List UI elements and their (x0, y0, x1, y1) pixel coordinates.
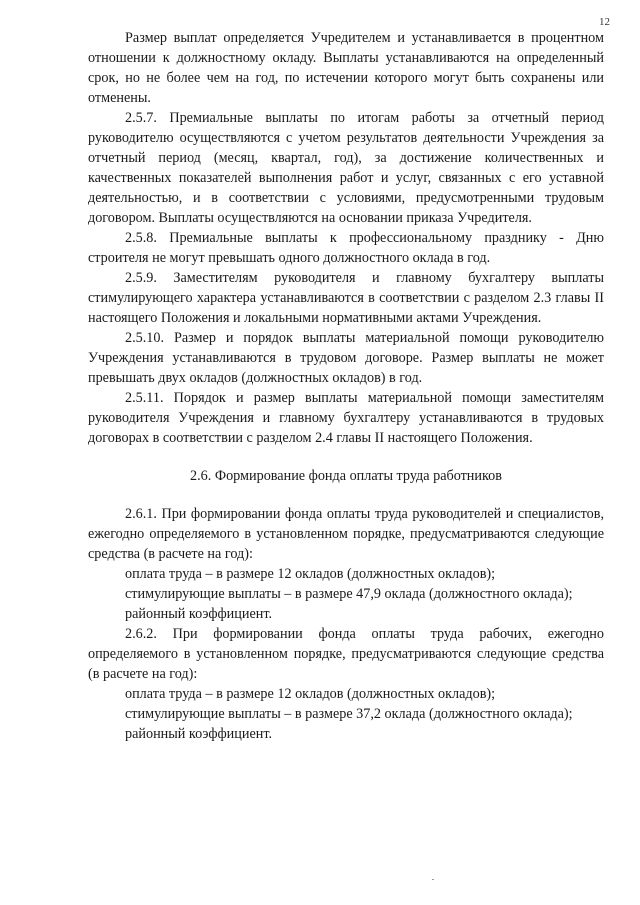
paragraph-2-5-9: 2.5.9. Заместителям руководителя и главному бухгалтеру выплаты стимулирующего характера устанавливаются в соответствии с разделом 2.3 главы II настоящего Положения и локальными нормативными актами Учреждения. (88, 270, 604, 326)
paragraph-2-5-7: 2.5.7. Премиальные выплаты по итогам работы за отчетный период руководителю осуществляются с учетом результатов деятельности Учреждения за отчетный период (месяц, квартал, год), за достижение количественных и качественных показателей выполнения работ и услуг, связанных с его уставной деятельностью, и в соответствии с условиями, предусмотренными трудовым договором. Выплаты осуществляются на основании приказа Учредителя. (88, 110, 604, 226)
list-item: оплата труда – в размере 12 окладов (должностных окладов); (125, 566, 496, 582)
list-item: стимулирующие выплаты – в размере 37,2 оклада (должностного оклада); (125, 706, 573, 722)
scan-speck (432, 879, 434, 880)
paragraph-2-6-2: 2.6.2. При формировании фонда оплаты труда рабочих, ежегодно определяемого в установленном порядке, предусматриваются следующие средства (в расчете на год): (88, 626, 604, 682)
document-body (88, 28, 604, 744)
list-item: районный коэффициент. (125, 606, 273, 622)
section-heading: 2.6. Формирование фонда оплаты труда работников (190, 468, 502, 484)
list-item: районный коэффициент. (125, 726, 273, 742)
paragraph-payment-size: Размер выплат определяется Учредителем и устанавливается в процентном отношении к должностному окладу. Выплаты устанавливаются на определенный срок, но не более чем на год, по истечении которого могут быть сохранены или отменены. (88, 30, 604, 106)
list-item: оплата труда – в размере 12 окладов (должностных окладов); (125, 686, 496, 702)
paragraph-2-5-10: 2.5.10. Размер и порядок выплаты материальной помощи руководителю Учреждения устанавливаются в трудовом договоре. Размер выплаты не может превышать двух окладов (должностных окладов) в год. (88, 330, 604, 386)
paragraph-2-5-11: 2.5.11. Порядок и размер выплаты материальной помощи заместителям руководителя Учреждения и главному бухгалтеру устанавливаются в трудовых договорах в соответствии с разделом 2.4 главы II настоящего Положения. (88, 390, 604, 446)
paragraph-2-5-8: 2.5.8. Премиальные выплаты к профессиональному празднику - Дню строителя не могут превышать одного должностного оклада в год. (88, 230, 604, 266)
list-item: стимулирующие выплаты – в размере 47,9 оклада (должностного оклада); (125, 586, 573, 602)
paragraph-2-6-1: 2.6.1. При формировании фонда оплаты труда руководителей и специалистов, ежегодно определяемого в установленном порядке, предусматриваются следующие средства (в расчете на год): (88, 506, 604, 562)
page-number: 12 (599, 16, 610, 28)
